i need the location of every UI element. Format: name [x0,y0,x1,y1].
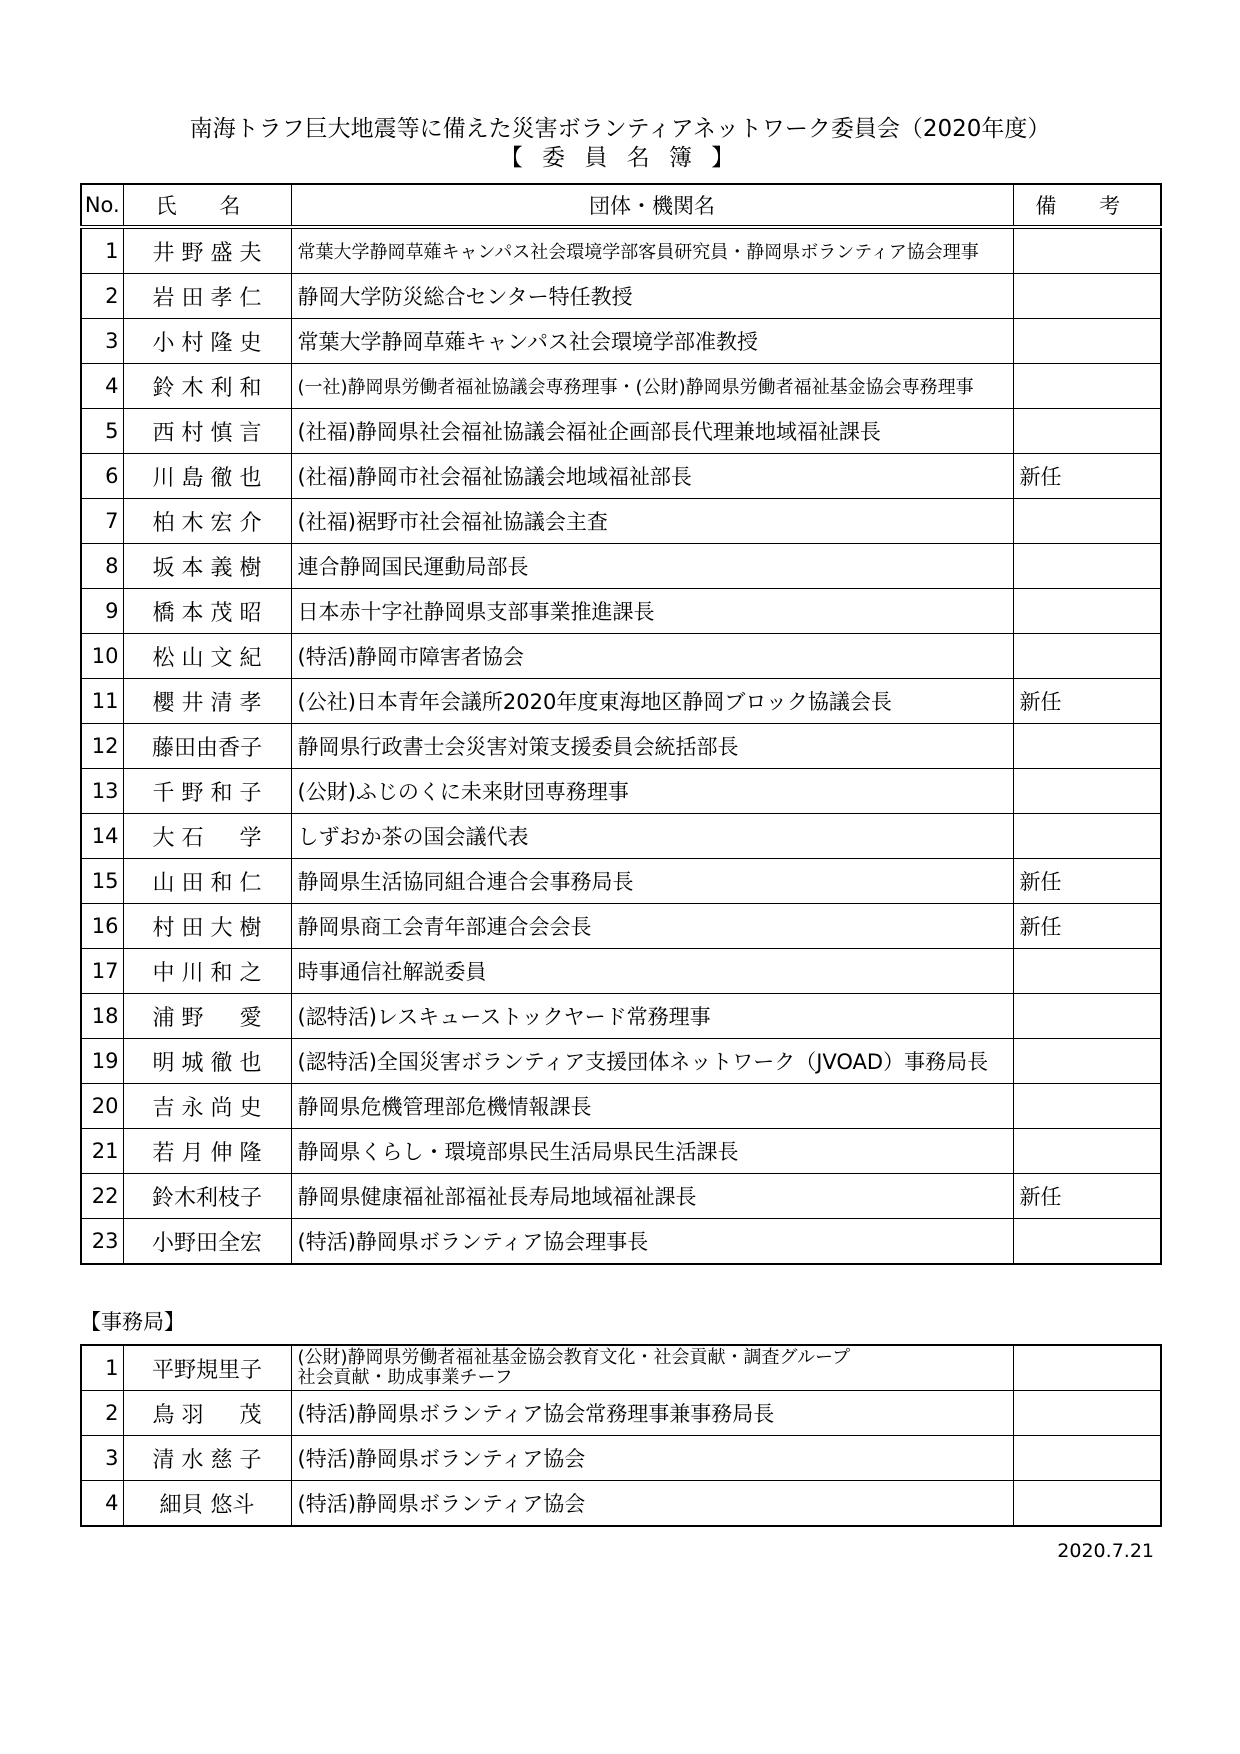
member-no: 1 [81,227,123,274]
table-row [81,859,1161,904]
secretariat-org: (特活)静岡県ボランティア協会 [291,1436,1013,1481]
member-name: 櫻 井 清 孝 [123,679,291,724]
member-name: 坂 本 義 樹 [123,544,291,589]
secretariat-no: 3 [81,1436,123,1481]
member-org: 静岡県くらし・環境部県民生活局県民生活課長 [291,1129,1013,1174]
member-note [1013,274,1161,319]
member-org: 常葉大学静岡草薙キャンパス社会環境学部准教授 [291,319,1013,364]
member-no: 2 [81,274,123,319]
secretariat-name: 清 水 慈 子 [123,1436,291,1481]
member-note [1013,499,1161,544]
member-org: (社福)静岡市社会福祉協議会地域福祉部長 [291,454,1013,499]
member-no: 14 [81,814,123,859]
member-name: 浦 野 愛 [123,994,291,1039]
secretariat-org-line2: 社会貢献・助成事業チーフ [297,1367,513,1388]
secretariat-note [1013,1391,1161,1436]
member-no: 4 [81,364,123,409]
member-no: 18 [81,994,123,1039]
member-note [1013,769,1161,814]
member-org: 日本赤十字社静岡県支部事業推進課長 [291,589,1013,634]
document-title: 南海トラフ巨大地震等に備えた災害ボランティアネットワーク委員会（2020年度） [189,116,1051,142]
table-row [81,1345,1161,1391]
member-org: (公財)ふじのくに未来財団専務理事 [291,769,1013,814]
member-no: 13 [81,769,123,814]
member-org: 連合静岡国民運動局部長 [291,544,1013,589]
member-name: 吉 永 尚 史 [123,1084,291,1129]
member-name: 松 山 文 紀 [123,634,291,679]
secretariat-no: 4 [81,1481,123,1527]
table-row [81,1084,1161,1129]
member-no: 11 [81,679,123,724]
member-no: 20 [81,1084,123,1129]
member-note [1013,1219,1161,1265]
member-note: 新任 [1013,679,1161,724]
member-org: 静岡県生活協同組合連合会事務局長 [291,859,1013,904]
member-org: 静岡県危機管理部危機情報課長 [291,1084,1013,1129]
member-name: 大 石 学 [123,814,291,859]
member-name: 柏 木 宏 介 [123,499,291,544]
member-note [1013,364,1161,409]
table-row [81,409,1161,454]
member-name: 鈴 木 利 和 [123,364,291,409]
header-org: 団体・機関名 [291,184,1013,227]
secretariat-note [1013,1345,1161,1391]
member-note [1013,949,1161,994]
table-row [81,1436,1161,1481]
member-org: (公社)日本青年会議所2020年度東海地区静岡ブロック協議会長 [291,679,1013,724]
member-org: (特活)静岡市障害者協会 [291,634,1013,679]
document-subtitle: 【 委 員 名 簿 】 [499,145,741,171]
member-name: 中 川 和 之 [123,949,291,994]
table-row [81,679,1161,724]
member-name: 井 野 盛 夫 [123,227,291,274]
table-row [81,1481,1161,1527]
secretariat-no: 1 [81,1345,123,1391]
secretariat-note [1013,1481,1161,1527]
table-row [81,454,1161,499]
member-note: 新任 [1013,859,1161,904]
header-no: No. [81,184,123,227]
member-note [1013,589,1161,634]
member-note [1013,1084,1161,1129]
member-name: 明 城 徹 也 [123,1039,291,1084]
secretariat-name: 細貝 悠斗 [123,1481,291,1527]
member-note: 新任 [1013,454,1161,499]
member-no: 3 [81,319,123,364]
header-note: 備 考 [1013,184,1161,227]
member-no: 5 [81,409,123,454]
table-row [81,589,1161,634]
member-no: 12 [81,724,123,769]
member-name: 西 村 慎 言 [123,409,291,454]
table-row [81,724,1161,769]
secretariat-label: 【事務局】 [80,1310,185,1334]
table-row [81,364,1161,409]
member-note [1013,994,1161,1039]
member-org: 静岡県健康福祉部福祉長寿局地域福祉課長 [291,1174,1013,1219]
table-row [81,319,1161,364]
table-row [81,1039,1161,1084]
member-name: 鈴木利枝子 [123,1174,291,1219]
header-name: 氏 名 [123,184,291,227]
member-no: 23 [81,1219,123,1265]
member-note: 新任 [1013,1174,1161,1219]
member-org: 静岡県行政書士会災害対策支援委員会統括部長 [291,724,1013,769]
member-no: 19 [81,1039,123,1084]
member-no: 21 [81,1129,123,1174]
member-org: (認特活)全国災害ボランティア支援団体ネットワーク（JVOAD）事務局長 [291,1039,1013,1084]
table-row [81,1129,1161,1174]
member-no: 7 [81,499,123,544]
table-row [81,634,1161,679]
member-no: 10 [81,634,123,679]
table-row [81,1219,1161,1265]
member-no: 9 [81,589,123,634]
member-org: しずおか茶の国会議代表 [291,814,1013,859]
member-note [1013,1039,1161,1084]
member-org: (特活)静岡県ボランティア協会理事長 [291,1219,1013,1265]
member-no: 8 [81,544,123,589]
member-name: 小 村 隆 史 [123,319,291,364]
member-name: 千 野 和 子 [123,769,291,814]
member-note [1013,1129,1161,1174]
table-row [81,227,1161,274]
member-name: 小野田全宏 [123,1219,291,1265]
secretariat-org: (特活)静岡県ボランティア協会常務理事兼事務局長 [291,1391,1013,1436]
member-table [80,183,1162,1265]
secretariat-name: 鳥 羽 茂 [123,1391,291,1436]
member-name: 若 月 伸 隆 [123,1129,291,1174]
member-org: 時事通信社解説委員 [291,949,1013,994]
member-org: (社福)静岡県社会福祉協議会福祉企画部長代理兼地域福祉課長 [291,409,1013,454]
table-row [81,499,1161,544]
member-name: 藤田由香子 [123,724,291,769]
member-no: 16 [81,904,123,949]
table-row [81,1174,1161,1219]
document-date: 2020.7.21 [1057,1540,1154,1562]
member-note [1013,409,1161,454]
member-org: (社福)裾野市社会福祉協議会主査 [291,499,1013,544]
member-org: (一社)静岡県労働者福祉協議会専務理事・(公財)静岡県労働者福祉基金協会専務理事 [291,364,1013,409]
table-row [81,904,1161,949]
secretariat-org-line1: (公財)静岡県労働者福祉基金協会教育文化・社会貢献・調査グループ [297,1347,851,1368]
member-org: 常葉大学静岡草薙キャンパス社会環境学部客員研究員・静岡県ボランティア協会理事 [291,227,1013,274]
member-note [1013,319,1161,364]
member-no: 22 [81,1174,123,1219]
secretariat-note [1013,1436,1161,1481]
member-note [1013,814,1161,859]
member-org: 静岡県商工会青年部連合会会長 [291,904,1013,949]
member-name: 橋 本 茂 昭 [123,589,291,634]
table-row [81,1391,1161,1436]
member-note [1013,724,1161,769]
secretariat-org [291,1345,1013,1391]
table-row [81,994,1161,1039]
member-note: 新任 [1013,904,1161,949]
member-org: (認特活)レスキューストックヤード常務理事 [291,994,1013,1039]
secretariat-no: 2 [81,1391,123,1436]
member-no: 6 [81,454,123,499]
table-row [81,949,1161,994]
member-no: 17 [81,949,123,994]
member-org: 静岡大学防災総合センター特任教授 [291,274,1013,319]
member-name: 川 島 徹 也 [123,454,291,499]
member-name: 岩 田 孝 仁 [123,274,291,319]
secretariat-org: (特活)静岡県ボランティア協会 [291,1481,1013,1527]
member-name: 山 田 和 仁 [123,859,291,904]
table-header-row [81,184,1161,227]
member-note [1013,227,1161,274]
table-row [81,544,1161,589]
table-row [81,274,1161,319]
table-row [81,814,1161,859]
secretariat-name: 平野規里子 [123,1345,291,1391]
member-note [1013,544,1161,589]
table-row [81,769,1161,814]
member-note [1013,634,1161,679]
member-name: 村 田 大 樹 [123,904,291,949]
secretariat-table [80,1344,1162,1527]
member-no: 15 [81,859,123,904]
